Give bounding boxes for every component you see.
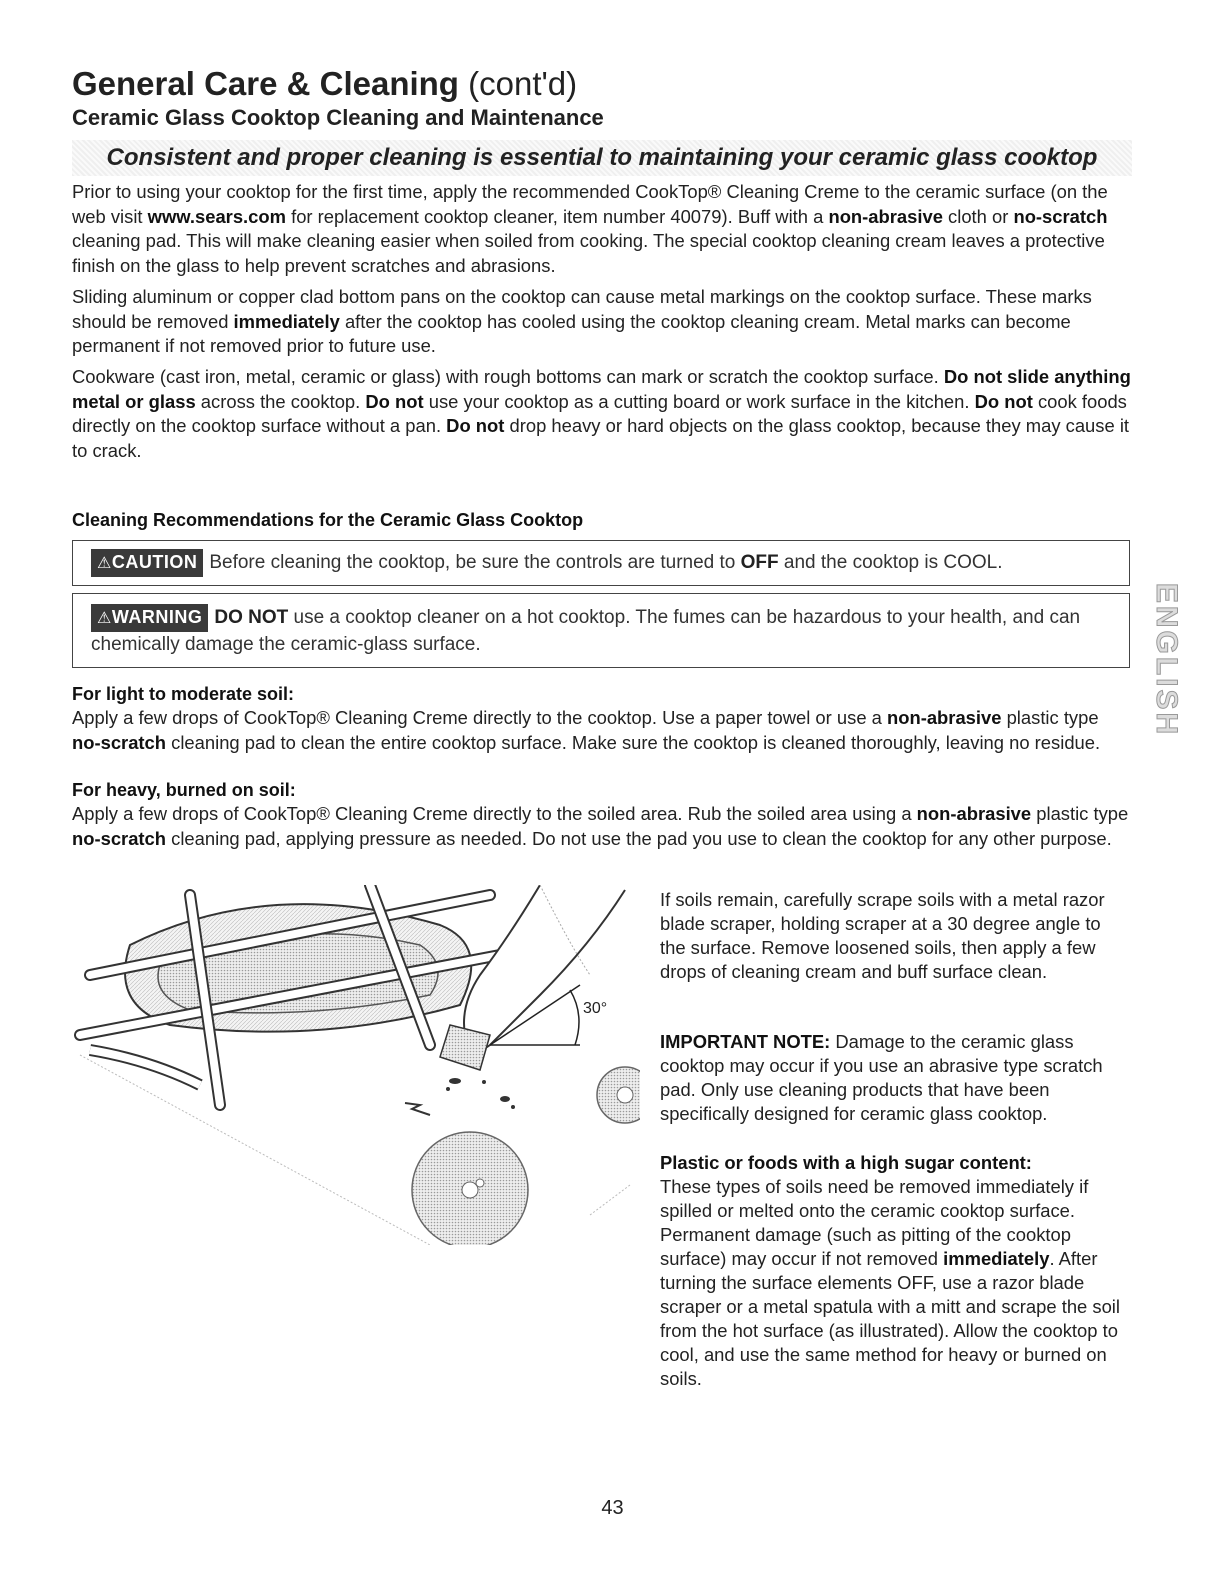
language-side-tab: ENGLISH: [1150, 582, 1184, 738]
intro-paragraph-2: Sliding aluminum or copper clad bottom pans on the cooktop can cause metal markings on the cooktop surface. These marks should be removed immediately after the cooktop has cooled using the cooktop cleaning cream. Metal marks can become permanent if not removed prior to future use.: [72, 286, 1092, 356]
intro-paragraph-3: Cookware (cast iron, metal, ceramic or glass) with rough bottoms can mark or scratch the cooktop surface. Do not slide anything metal or glass across the cooktop. Do not use your cooktop as a cutting board or work surface in the kitchen. Do not cook foods directly on the cooktop surface without a pan. Do not drop heavy or hard objects on the glass cooktop, because they may cause it to crack.: [72, 366, 1131, 461]
warning-label: ⚠WARNING: [91, 604, 208, 632]
important-note: IMPORTANT NOTE: Damage to the ceramic glass cooktop may occur if you use an abrasive type scratch pad. Only use cleaning products that have been specifically designed for ceramic glass cooktop.: [660, 1031, 1103, 1124]
recommendations-heading: Cleaning Recommendations for the Ceramic Glass Cooktop: [72, 510, 584, 530]
sugar-section: Plastic or foods with a high sugar content: These types of soils need be removed immediately if spilled or melted onto the ceramic cooktop surface. Permanent damage (such as pitting of the cooktop surface) may occur if not removed immediately. After turning the surface elements OFF, use a razor blade scraper or a metal spatula with a mitt and scrape the soil from the hot surface (as illustrated). Allow the cooktop to cool, and use the same method for heavy or burned on soils.: [660, 1152, 1120, 1389]
scraping-illustration: [70, 885, 640, 1245]
scrape-instructions: If soils remain, carefully scrape soils with a metal razor blade scraper, holding scraper at a 30 degree angle to the surface. Remove loosened soils, then apply a few drops of cleaning cream and buff surface clean.: [660, 889, 1105, 982]
caution-box: ⚠CAUTION Before cleaning the cooktop, be sure the controls are turned to OFF and the cooktop is COOL.: [72, 540, 1130, 586]
angle-label: 30°: [583, 1000, 608, 1017]
warning-box: ⚠WARNING DO NOT use a cooktop cleaner on a hot cooktop. The fumes can be hazardous to your health, and can chemically damage the ceramic-glass surface.: [72, 593, 1130, 668]
intro-paragraph-1: Prior to using your cooktop for the first time, apply the recommended CookTop® Cleaning Creme to the ceramic surface (on the web visit www.sears.com for replacement cooktop cleaner, item number 40079). Buff with a non-abrasive cloth or no-scratch cleaning pad. This will make cleaning easier when soiled from cooking. The special cooktop cleaning cream leaves a protective finish on the glass to help prevent scratches and abrasions.: [72, 181, 1108, 276]
heavy-soil-heading: For heavy, burned on soil:: [72, 780, 296, 800]
page-title: General Care & Cleaning (cont'd): [72, 65, 578, 102]
warning-triangle-icon: ⚠: [97, 610, 112, 627]
warning-triangle-icon: ⚠: [97, 555, 112, 572]
light-soil-heading: For light to moderate soil:: [72, 684, 295, 704]
heavy-soil-text: Apply a few drops of CookTop® Cleaning Creme directly to the soiled area. Rub the soiled area using a non-abrasive plastic type no-scratch cleaning pad, applying pressure as needed. Do not use the pad you use to clean the cooktop for any other purpose.: [72, 803, 1129, 849]
section-subtitle: Ceramic Glass Cooktop Cleaning and Maintenance: [72, 105, 604, 130]
page-number: 43: [601, 1497, 624, 1519]
light-soil-text: Apply a few drops of CookTop® Cleaning Creme directly to the cooktop. Use a paper towel or use a non-abrasive plastic type no-scratch cleaning pad to clean the entire cooktop surface. Make sure the cooktop is cleaned thoroughly, leaving no residue.: [72, 707, 1101, 753]
caution-label: ⚠CAUTION: [91, 549, 203, 577]
cooktop-scraper-drawing: [70, 885, 640, 1245]
sugar-heading: Plastic or foods with a high sugar content:: [660, 1152, 1032, 1173]
banner-text: Consistent and proper cleaning is essential to maintaining your ceramic glass cooktop: [106, 144, 1098, 171]
emphasis-banner: [72, 140, 1132, 176]
